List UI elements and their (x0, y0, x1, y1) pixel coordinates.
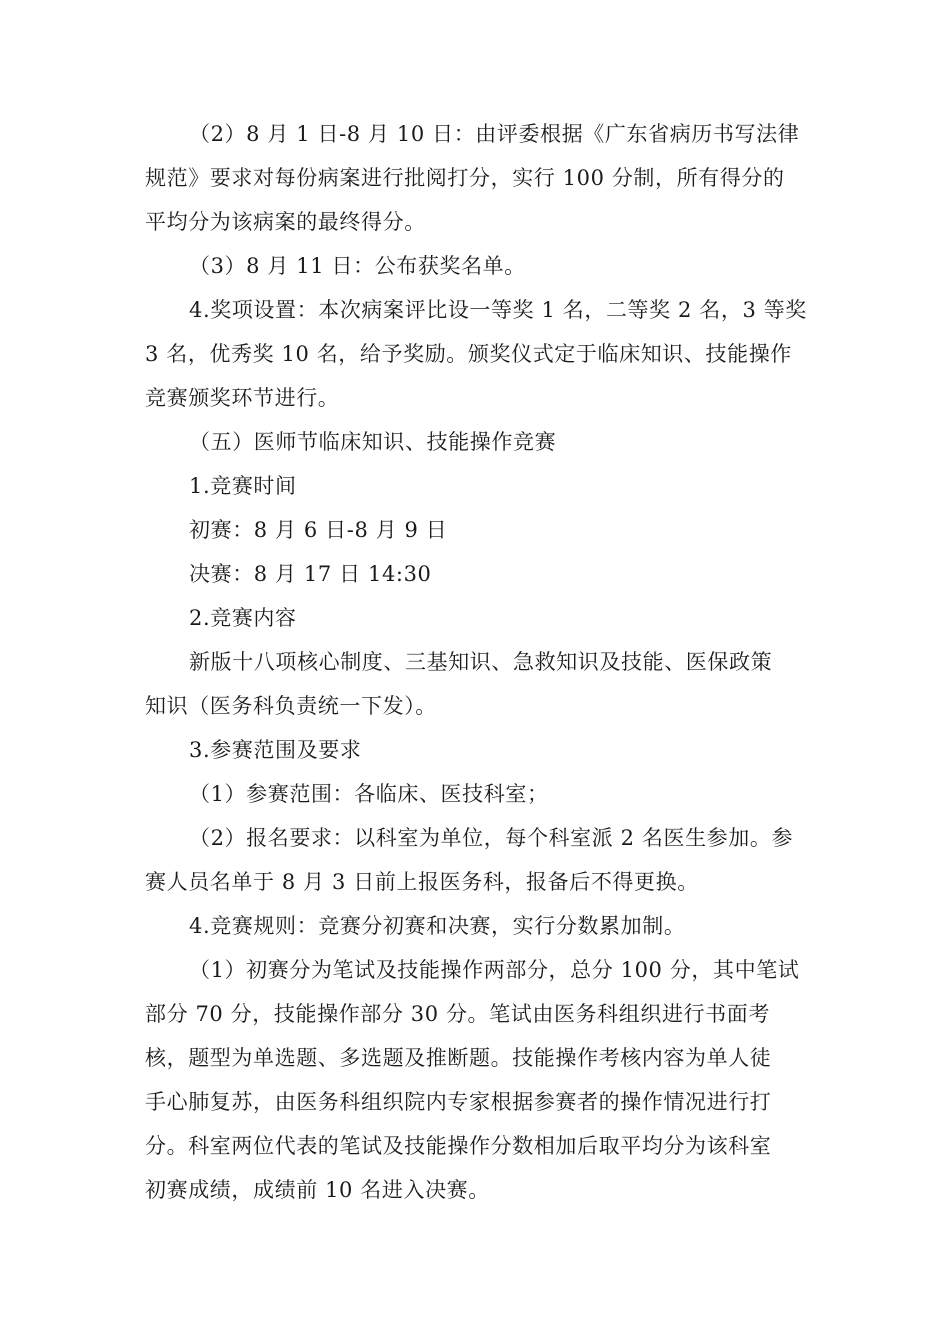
paragraph-review-period (145, 112, 805, 244)
text-line: 3.参赛范围及要求 (189, 738, 362, 762)
subheading-competition-time (145, 464, 805, 508)
document-body (145, 112, 805, 1212)
subheading-scope-requirements (145, 728, 805, 772)
paragraph-announce-winners (145, 244, 805, 288)
text-line: 赛人员名单于 8 月 3 日前上报医务科，报备后不得更换。 (145, 870, 699, 894)
paragraph-preliminary-rules (145, 948, 805, 1212)
paragraph-content-details (145, 640, 805, 728)
text-line: 初赛成绩，成绩前 10 名进入决赛。 (145, 1178, 490, 1202)
paragraph-final-date (145, 552, 805, 596)
text-line: 4.奖项设置：本次病案评比设一等奖 1 名，二等奖 2 名，3 等奖 (189, 298, 807, 322)
subheading-competition-content (145, 596, 805, 640)
text-line: （1）初赛分为笔试及技能操作两部分，总分 100 分，其中笔试 (189, 958, 800, 982)
text-line: （五）医师节临床知识、技能操作竞赛 (189, 430, 557, 454)
text-line: （3）8 月 11 日：公布获奖名单。 (189, 254, 526, 278)
paragraph-award-settings (145, 288, 805, 420)
text-line: 分。科室两位代表的笔试及技能操作分数相加后取平均分为该科室 (145, 1134, 772, 1158)
text-line: （1）参赛范围：各临床、医技科室； (189, 782, 549, 806)
text-line: 3 名，优秀奖 10 名，给予奖励。颁奖仪式定于临床知识、技能操作 (145, 342, 792, 366)
text-line: 4.竞赛规则：竞赛分初赛和决赛，实行分数累加制。 (189, 914, 686, 938)
text-line: 竞赛颁奖环节进行。 (145, 386, 340, 410)
paragraph-registration (145, 816, 805, 904)
text-line: （2）8 月 1 日-8 月 10 日：由评委根据《广东省病历书写法律 (189, 122, 800, 146)
text-line: 决赛：8 月 17 日 14:30 (189, 562, 432, 586)
subheading-competition-rules (145, 904, 805, 948)
text-line: 平均分为该病案的最终得分。 (145, 210, 426, 234)
text-line: 1.竞赛时间 (189, 474, 297, 498)
text-line: 规范》要求对每份病案进行批阅打分，实行 100 分制，所有得分的 (145, 166, 785, 190)
paragraph-preliminary-date (145, 508, 805, 552)
section-heading-competition (145, 420, 805, 464)
text-line: 核，题型为单选题、多选题及推断题。技能操作考核内容为单人徒 (145, 1046, 772, 1070)
text-line: （2）报名要求：以科室为单位，每个科室派 2 名医生参加。参 (189, 826, 794, 850)
paragraph-scope (145, 772, 805, 816)
text-line: 初赛：8 月 6 日-8 月 9 日 (189, 518, 448, 542)
text-line: 部分 70 分，技能操作部分 30 分。笔试由医务科组织进行书面考 (145, 1002, 770, 1026)
text-line: 手心肺复苏，由医务科组织院内专家根据参赛者的操作情况进行打 (145, 1090, 772, 1114)
text-line: 知识（医务科负责统一下发）。 (145, 694, 437, 718)
text-line: 2.竞赛内容 (189, 606, 297, 630)
text-line: 新版十八项核心制度、三基知识、急救知识及技能、医保政策 (189, 650, 773, 674)
